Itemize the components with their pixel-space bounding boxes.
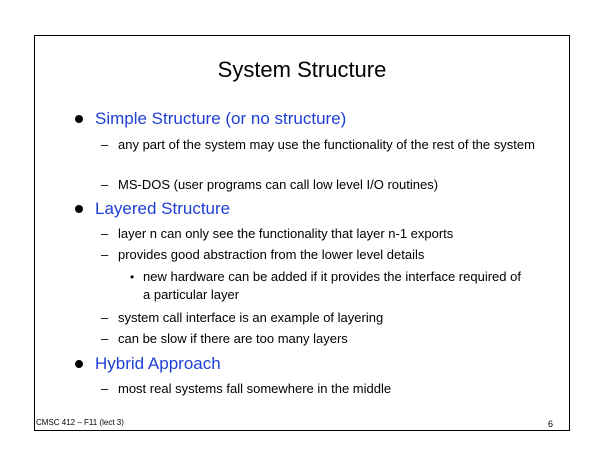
dash-marker: – (101, 137, 109, 152)
list-item: MS-DOS (user programs can call low level I/O routines) (118, 177, 439, 192)
list-item: system call interface is an example of layering (118, 310, 384, 325)
section-heading: Layered Structure (95, 199, 231, 218)
dash-marker: – (101, 177, 109, 192)
sub-list-item: new hardware can be added if it provides the interface required of a particular layer (143, 269, 521, 302)
slide-footer-course: CMSC 412 – F11 (lect 3) (36, 418, 124, 427)
list-item: layer n can only see the functionality that layer n-1 exports (118, 226, 454, 241)
section-bullet (75, 205, 83, 213)
dash-marker: – (101, 381, 109, 396)
list-item: provides good abstraction from the lower level details (118, 247, 425, 262)
list-item: most real systems fall somewhere in the middle (118, 381, 392, 396)
list-item: any part of the system may use the functionality of the rest of the system (118, 137, 535, 152)
dash-marker: – (101, 247, 109, 262)
section-heading: Simple Structure (or no structure) (95, 109, 347, 128)
dash-marker: – (101, 310, 109, 325)
slide-title: System Structure (217, 57, 387, 82)
list-item: can be slow if there are too many layers (118, 331, 348, 346)
sub-bullet: • (130, 270, 135, 284)
dash-marker: – (101, 331, 109, 346)
section-bullet (75, 115, 83, 123)
slide-page-number: 6 (548, 419, 554, 429)
section-heading: Hybrid Approach (95, 354, 221, 373)
section-bullet (75, 360, 83, 368)
dash-marker: – (101, 226, 109, 241)
